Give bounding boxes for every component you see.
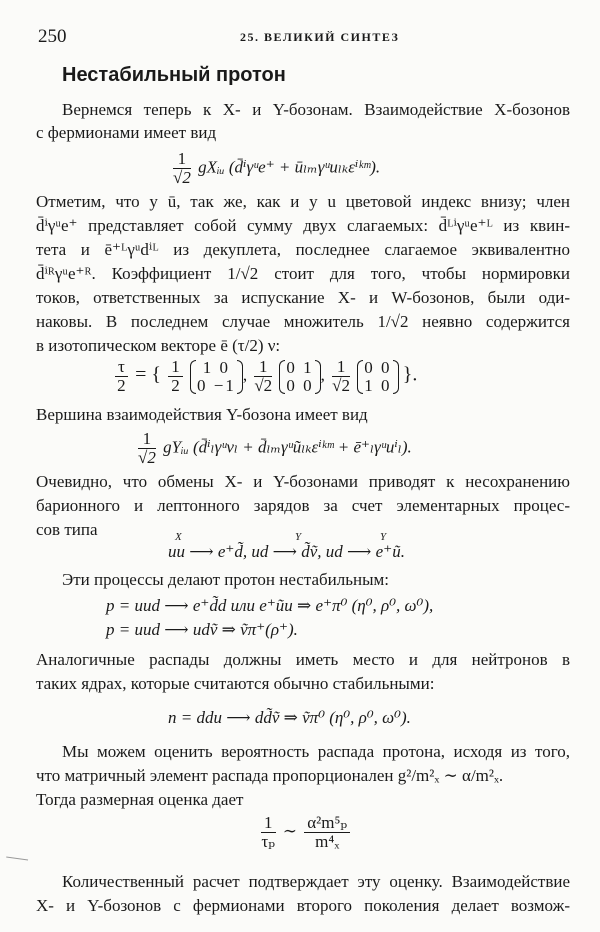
arrow-label: Y bbox=[380, 531, 387, 543]
matrix: 1 0 0 −1 bbox=[190, 359, 243, 395]
paragraph-line: сов типа bbox=[36, 520, 98, 539]
formula-y-boson-vertex bbox=[135, 430, 412, 467]
section-title: Нестабильный протон bbox=[62, 64, 286, 86]
formula-body: gYᵢᵤ (d̄ⁱₗγᵘνₗ + d̄ₗₘγᵘũₗₖεⁱᵏᵐ + ē⁺ₗγᵘuⁱₗ). bbox=[163, 437, 412, 457]
arrow-label: X bbox=[175, 531, 182, 543]
paragraph-line: d̄ⁱγᵘe⁺ представляет собой сумму двух слагаемых: d̄ᴸⁱγᵘe⁺ᴸ из квин- bbox=[36, 216, 570, 235]
paragraph-line: Тогда размерная оценка дает bbox=[36, 790, 244, 809]
fraction: $\frac{1}{√2}$ bbox=[138, 429, 156, 467]
fraction: $\frac{1}{\text{τₚ}}$ bbox=[261, 813, 276, 851]
formula-tau-matrices: $\frac{\tau}{2}$ = { $\frac{1}{2}$ 1 0 0 −1 , $\frac{1}{√2}$ 0 1 0 0 , $\frac{1}{√2}$ 0 0 1 0 }. bbox=[112, 358, 417, 395]
paragraph-line: тета и ē⁺ᴸγᵘdⁱᴸ из декуплета, последнее слагаемое эквивалентно bbox=[36, 240, 570, 259]
formula-lifetime-estimate: $\frac{1}{\text{τₚ}}$ ∼ $\frac{\text{α²m⁵ₚ}}{\text{m⁴ₓ}}$ bbox=[258, 814, 353, 851]
margin-mark bbox=[6, 856, 28, 862]
paragraph-line: Количественный расчет подтверждает эту оценку. Взаимодействие bbox=[62, 872, 570, 891]
paragraph-line: Очевидно, что обмены X- и Y-бозонами приводят к несохранению bbox=[36, 472, 570, 491]
page-number: 250 bbox=[38, 26, 67, 47]
paragraph-line: d̄ⁱᴿγᵘe⁺ᴿ. Коэффициент 1/√2 стоит для того, чтобы нормировки bbox=[36, 264, 570, 283]
fraction: $\frac{1}{√2}$ bbox=[254, 357, 273, 395]
paragraph-line: что матричный элемент распада пропорционален g²/m²ₓ ∼ α/m²ₓ. bbox=[36, 766, 504, 785]
paragraph-line: наковы. В последнем случае множитель 1/√2 неявно содержится bbox=[36, 312, 570, 331]
formula-neutron-decay: n = ddu ⟶ dd̃ṽ ⇒ ṽπ⁰ (η⁰, ρ⁰, ω⁰). bbox=[168, 708, 411, 727]
paragraph-line: в изотопическом векторе ē (τ/2) ν: bbox=[36, 336, 281, 355]
matrix: 0 0 1 0 bbox=[357, 359, 398, 395]
paragraph-line: Аналогичные распады должны иметь место и для нейтронов в bbox=[36, 650, 570, 669]
formula-proton-decay-2: p = uud ⟶ udṽ ⇒ ṽπ⁺(ρ⁺). bbox=[106, 620, 298, 639]
matrix: 0 1 0 0 bbox=[279, 359, 320, 395]
formula-body: gXᵢᵤ (d̄ⁱγᵘe⁺ + ūₗₘγᵘuₗₖεⁱᵏᵐ). bbox=[198, 157, 381, 177]
formula-processes: uu ⟶ e⁺d̃, ud ⟶ d̃ṽ, ud ⟶ e⁺ũ. bbox=[168, 542, 405, 561]
formula-proton-decay-1: p = uud ⟶ e⁺d̃d или e⁺ũu ⇒ e⁺π⁰ (η⁰, ρ⁰, ω⁰), bbox=[106, 596, 434, 615]
paragraph-line: Эти процессы делают протон нестабильным: bbox=[62, 570, 390, 589]
running-header: 25. ВЕЛИКИЙ СИНТЕЗ bbox=[240, 30, 400, 44]
paragraph-line: токов, ответственных за испускание X- и W-бозонов, были оди- bbox=[36, 288, 570, 307]
fraction: $\frac{1}{2}$ bbox=[168, 358, 183, 395]
arrow-label: Y bbox=[295, 531, 302, 543]
paragraph-line: Отметим, что у ū, так же, как и у u цветовой индекс внизу; член bbox=[36, 192, 570, 211]
fraction: $\frac{\tau}{2}$ bbox=[115, 358, 128, 395]
paragraph-line: таких ядрах, которые считаются обычно стабильными: bbox=[36, 674, 435, 693]
paragraph-line: с фермионами имеет вид bbox=[36, 123, 217, 142]
formula-x-boson-vertex bbox=[170, 150, 380, 187]
fraction: $\frac{\text{α²m⁵ₚ}}{\text{m⁴ₓ}}$ bbox=[304, 814, 350, 851]
paragraph-line: Вернемся теперь к X- и Y-бозонам. Взаимодействие X-бозонов bbox=[62, 100, 570, 119]
paragraph-line: X- и Y-бозонов с фермионами второго поколения делает возмож- bbox=[36, 896, 570, 915]
fraction: $\frac{1}{√2}$ bbox=[173, 149, 191, 187]
paragraph-line: барионного и лептонного зарядов за счет элементарных процес- bbox=[36, 496, 570, 515]
fraction: $\frac{1}{√2}$ bbox=[332, 357, 351, 395]
paragraph-line: Вершина взаимодействия Y-бозона имеет вид bbox=[36, 405, 368, 424]
paragraph-line: Мы можем оценить вероятность распада протона, исходя из того, bbox=[62, 742, 570, 761]
